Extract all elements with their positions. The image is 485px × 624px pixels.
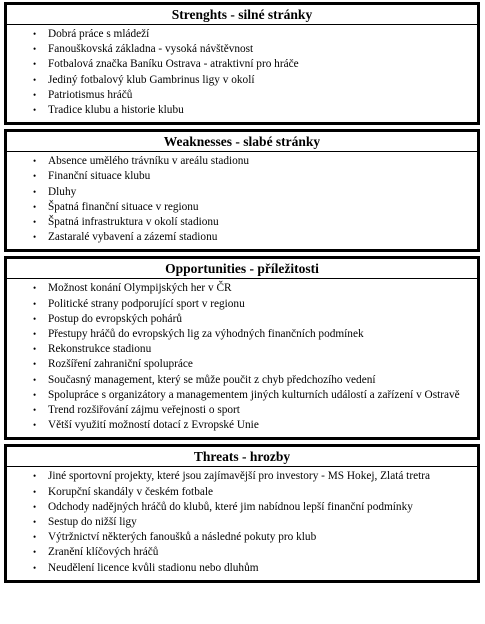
bullet-icon: •	[33, 562, 37, 573]
item-text: Přestupy hráčů do evropských lig za výhodných finančních podmínek	[48, 328, 364, 341]
list-item	[7, 418, 477, 433]
bullet-icon: •	[33, 201, 37, 212]
bullet-icon: •	[33, 329, 37, 340]
item-text: Postup do evropských pohárů	[48, 312, 182, 325]
item-text: Jiné sportovní projekty, které jsou zajímavější pro investory - MS Hokej, Zlatá tretra	[48, 470, 431, 483]
item-text: Tradice klubu a historie klubu	[48, 104, 184, 117]
item-text: Finanční situace klubu	[48, 170, 151, 183]
bullet-icon: •	[33, 471, 37, 482]
list-item	[7, 103, 477, 118]
item-text: Výtržnictví některých fanoušků a následné pokuty pro klub	[48, 531, 317, 544]
item-text: Fanouškovská základna - vysoká návštěvnost	[48, 43, 254, 56]
bullet-icon: •	[33, 217, 37, 228]
bullet-icon: •	[33, 232, 37, 243]
item-text: Špatná infrastruktura v okolí stadionu	[48, 216, 219, 229]
bullet-icon: •	[33, 532, 37, 543]
list-item	[7, 73, 477, 88]
bullet-icon: •	[33, 186, 37, 197]
swot-table	[4, 2, 480, 587]
item-list	[7, 279, 477, 437]
list-item	[7, 403, 477, 418]
bullet-icon: •	[33, 313, 37, 324]
item-list	[7, 152, 477, 249]
bullet-icon: •	[33, 29, 37, 39]
item-text: Dobrá práce s mládeží	[48, 28, 150, 40]
section-title: Opportunities - příležitosti	[7, 259, 477, 279]
list-item	[7, 200, 477, 215]
list-item	[7, 230, 477, 245]
bullet-icon: •	[33, 344, 37, 355]
item-text: Trend rozšiřování zájmu veřejnosti o sport	[48, 404, 240, 417]
section-title: Weaknesses - slabé stránky	[7, 132, 477, 152]
list-item	[7, 500, 477, 515]
item-text: Možnost konání Olympijských her v ČR	[48, 282, 232, 295]
list-item	[7, 185, 477, 200]
list-item	[7, 57, 477, 72]
item-text: Současný management, který se může poučit z chyb předchozího vedení	[48, 373, 376, 386]
bullet-icon: •	[33, 105, 37, 116]
bullet-icon: •	[33, 486, 37, 497]
item-text: Větší využití možností dotací z Evropské Unie	[48, 419, 259, 432]
item-text: Rekonstrukce stadionu	[48, 343, 152, 356]
item-text: Patriotismus hráčů	[48, 88, 133, 101]
bullet-icon: •	[33, 389, 37, 400]
bullet-icon: •	[33, 547, 37, 558]
bullet-icon: •	[33, 420, 37, 431]
list-item	[7, 215, 477, 230]
section-title: Strenghts - silné stránky	[7, 5, 477, 25]
list-item	[7, 357, 477, 372]
list-item	[7, 388, 477, 403]
list-item	[7, 88, 477, 103]
bullet-icon: •	[33, 298, 37, 309]
section-strengths	[4, 2, 480, 125]
list-item	[7, 373, 477, 388]
item-text: Špatná finanční situace v regionu	[48, 200, 199, 213]
bullet-icon: •	[33, 283, 37, 294]
list-item	[7, 281, 477, 296]
list-item	[7, 469, 477, 484]
item-text: Rozšíření zahraniční spolupráce	[48, 358, 193, 371]
list-item	[7, 342, 477, 357]
section-weaknesses	[4, 129, 480, 252]
list-item	[7, 42, 477, 57]
list-item	[7, 27, 477, 42]
bullet-icon: •	[33, 405, 37, 416]
item-text: Korupční skandály v českém fotbale	[48, 485, 214, 498]
list-item	[7, 561, 477, 576]
item-text: Sestup do nižší ligy	[48, 516, 137, 529]
bullet-icon: •	[33, 156, 37, 167]
bullet-icon: •	[33, 59, 37, 70]
item-text: Zastaralé vybavení a zázemí stadionu	[48, 231, 218, 244]
list-item	[7, 530, 477, 545]
bullet-icon: •	[33, 374, 37, 385]
bullet-icon: •	[33, 171, 37, 182]
item-text: Zranění klíčových hráčů	[48, 546, 159, 559]
section-title: Threats - hrozby	[7, 447, 477, 467]
list-item	[7, 485, 477, 500]
item-text: Spolupráce s organizátory a managementem jiných kulturních událostí a zařízení v Ostravě	[48, 388, 460, 401]
bullet-icon: •	[33, 44, 37, 55]
bullet-icon: •	[33, 74, 37, 85]
bullet-icon: •	[33, 517, 37, 528]
list-item	[7, 327, 477, 342]
item-text: Odchody nadějných hráčů do klubů, které jim nabídnou lepší finanční podmínky	[48, 500, 413, 513]
item-text: Neudělení licence kvůli stadionu nebo dluhům	[48, 561, 259, 574]
list-item	[7, 545, 477, 560]
section-opportunities	[4, 256, 480, 440]
list-item	[7, 515, 477, 530]
item-text: Politické strany podporující sport v regionu	[48, 297, 245, 310]
item-text: Dluhy	[48, 185, 77, 198]
list-item	[7, 154, 477, 169]
item-text: Absence umělého trávníku v areálu stadionu	[48, 155, 250, 168]
item-text: Fotbalová značka Baníku Ostrava - atraktivní pro hráče	[48, 58, 299, 71]
list-item	[7, 312, 477, 327]
bullet-icon: •	[33, 89, 37, 100]
list-item	[7, 169, 477, 184]
list-item	[7, 297, 477, 312]
bullet-icon: •	[33, 501, 37, 512]
bullet-icon: •	[33, 359, 37, 370]
item-list	[7, 467, 477, 579]
item-text: Jediný fotbalový klub Gambrinus ligy v okolí	[48, 73, 255, 86]
item-list	[7, 25, 477, 122]
section-threats	[4, 444, 480, 582]
